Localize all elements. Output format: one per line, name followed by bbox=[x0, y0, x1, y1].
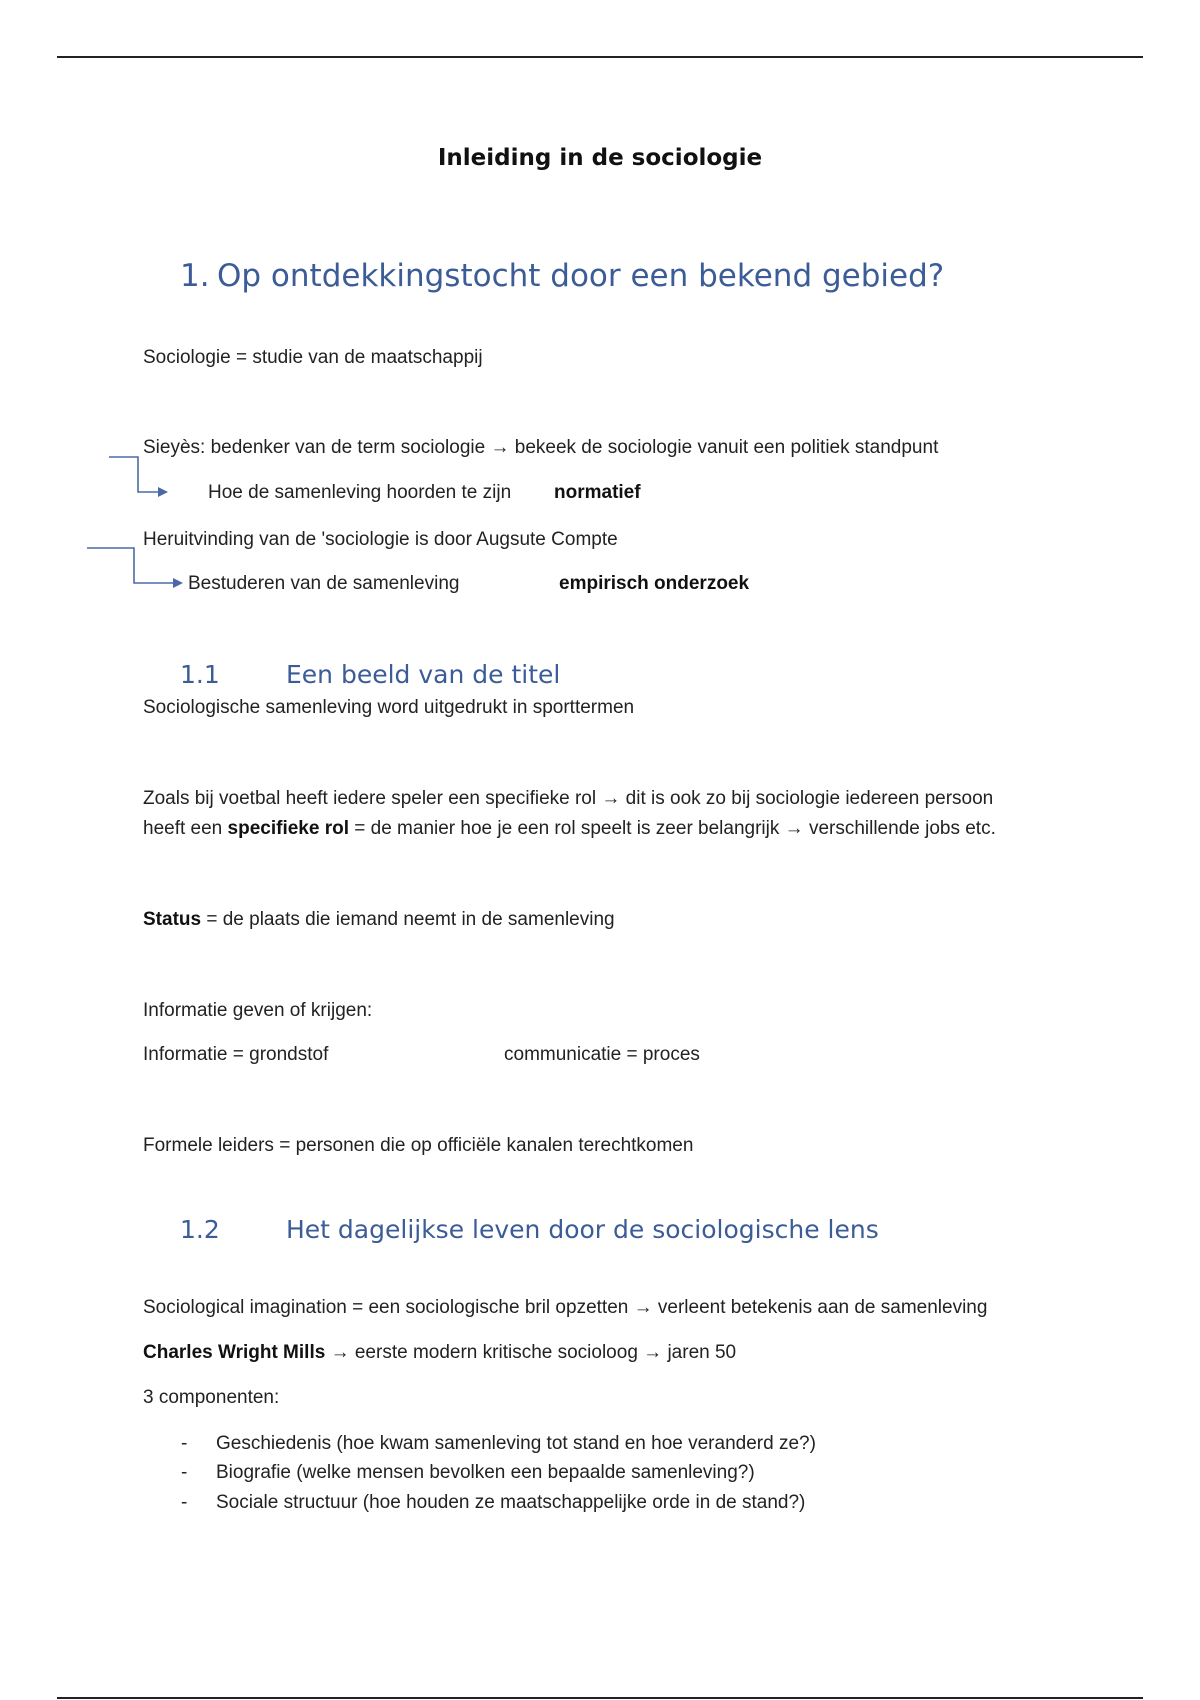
connector-arrow-sieyes bbox=[109, 457, 160, 492]
mills-text-a: eerste modern kritische socioloog bbox=[354, 1342, 638, 1363]
sociologie-definition: Sociologie = studie van de maatschappij bbox=[143, 347, 483, 368]
rol-text-a: heeft een bbox=[143, 818, 223, 839]
section-1-2-number: 1.2 bbox=[180, 1215, 220, 1244]
connector-arrowhead-sieyes bbox=[158, 487, 168, 497]
section-1-title: Op ontdekkingstocht door een bekend gebied? bbox=[217, 258, 945, 294]
comte-line: Heruitvinding van de 'sociologie is door Augsute Compte bbox=[143, 529, 618, 550]
info-heading: Informatie geven of krijgen: bbox=[143, 1000, 373, 1021]
info-communicatie: communicatie = proces bbox=[504, 1044, 700, 1065]
section-1-1-number: 1.1 bbox=[180, 660, 220, 689]
mills-text-b: jaren 50 bbox=[667, 1342, 737, 1363]
arrow-icon: → bbox=[601, 788, 621, 809]
bullet-marker: - bbox=[181, 1492, 188, 1513]
status-definition bbox=[143, 909, 615, 931]
section-1-number: 1. bbox=[180, 258, 210, 294]
connector-arrowhead-comte bbox=[173, 578, 183, 588]
sieyes-text: Sieyès: bedenker van de term sociologie bbox=[143, 437, 486, 458]
specifieke-rol-term: specifieke rol bbox=[227, 818, 349, 839]
bullet-marker: - bbox=[181, 1462, 188, 1483]
bullet-marker: - bbox=[181, 1433, 188, 1454]
arrow-icon: → bbox=[633, 1297, 653, 1318]
formele-leiders: Formele leiders = personen die op officiële kanalen terechtkomen bbox=[143, 1135, 694, 1156]
status-text: = de plaats die iemand neemt in de samenleving bbox=[206, 909, 615, 930]
sieyes-consequence: bekeek de sociologie vanuit een politiek standpunt bbox=[514, 437, 939, 458]
section-1-heading bbox=[180, 258, 944, 294]
bottom-rule bbox=[57, 1697, 1143, 1699]
sporttermen-intro: Sociologische samenleving word uitgedrukt in sporttermen bbox=[143, 697, 635, 718]
sieyes-sub: Hoe de samenleving hoorden te zijn bbox=[208, 482, 512, 503]
empirisch-tag: empirisch onderzoek bbox=[559, 573, 750, 594]
imagination-text-a: Sociological imagination = een sociologische bril opzetten bbox=[143, 1297, 629, 1318]
normatief-tag: normatief bbox=[554, 482, 641, 503]
document-title: Inleiding in de sociologie bbox=[437, 145, 763, 171]
arrow-icon: → bbox=[330, 1342, 350, 1363]
list-item: Biografie (welke mensen bevolken een bepaalde samenleving?) bbox=[216, 1462, 755, 1483]
sieyes-line bbox=[143, 437, 938, 459]
list-item: Geschiedenis (hoe kwam samenleving tot stand en hoe veranderd ze?) bbox=[216, 1433, 816, 1454]
imagination-text-b: verleent betekenis aan de samenleving bbox=[657, 1297, 988, 1318]
list-item: Sociale structuur (hoe houden ze maatschappelijke orde in de stand?) bbox=[216, 1492, 806, 1513]
voetbal-para-line-1 bbox=[143, 788, 993, 810]
charles-wright-mills bbox=[143, 1342, 736, 1364]
components-heading: 3 componenten: bbox=[143, 1387, 280, 1408]
status-term: Status bbox=[143, 909, 202, 930]
arrow-icon: → bbox=[490, 437, 510, 458]
connector-arrow-comte bbox=[87, 548, 175, 583]
voetbal-text-a: Zoals bij voetbal heeft iedere speler een specifieke rol bbox=[143, 788, 597, 809]
arrow-icon: → bbox=[784, 818, 804, 839]
section-1-1-title: Een beeld van de titel bbox=[286, 660, 561, 689]
arrow-icon: → bbox=[643, 1342, 663, 1363]
voetbal-text-b: dit is ook zo bij sociologie iedereen persoon bbox=[625, 788, 994, 809]
rol-text-b: = de manier hoe je een rol speelt is zeer belangrijk bbox=[354, 818, 780, 839]
sociological-imagination bbox=[143, 1297, 987, 1319]
mills-name: Charles Wright Mills bbox=[143, 1342, 326, 1363]
section-1-2-title: Het dagelijkse leven door de sociologische lens bbox=[286, 1215, 879, 1244]
rol-text-c: verschillende jobs etc. bbox=[808, 818, 996, 839]
info-grondstof: Informatie = grondstof bbox=[143, 1044, 329, 1065]
voetbal-para-line-2 bbox=[143, 818, 996, 840]
top-rule bbox=[57, 56, 1143, 58]
comte-sub: Bestuderen van de samenleving bbox=[188, 573, 460, 594]
